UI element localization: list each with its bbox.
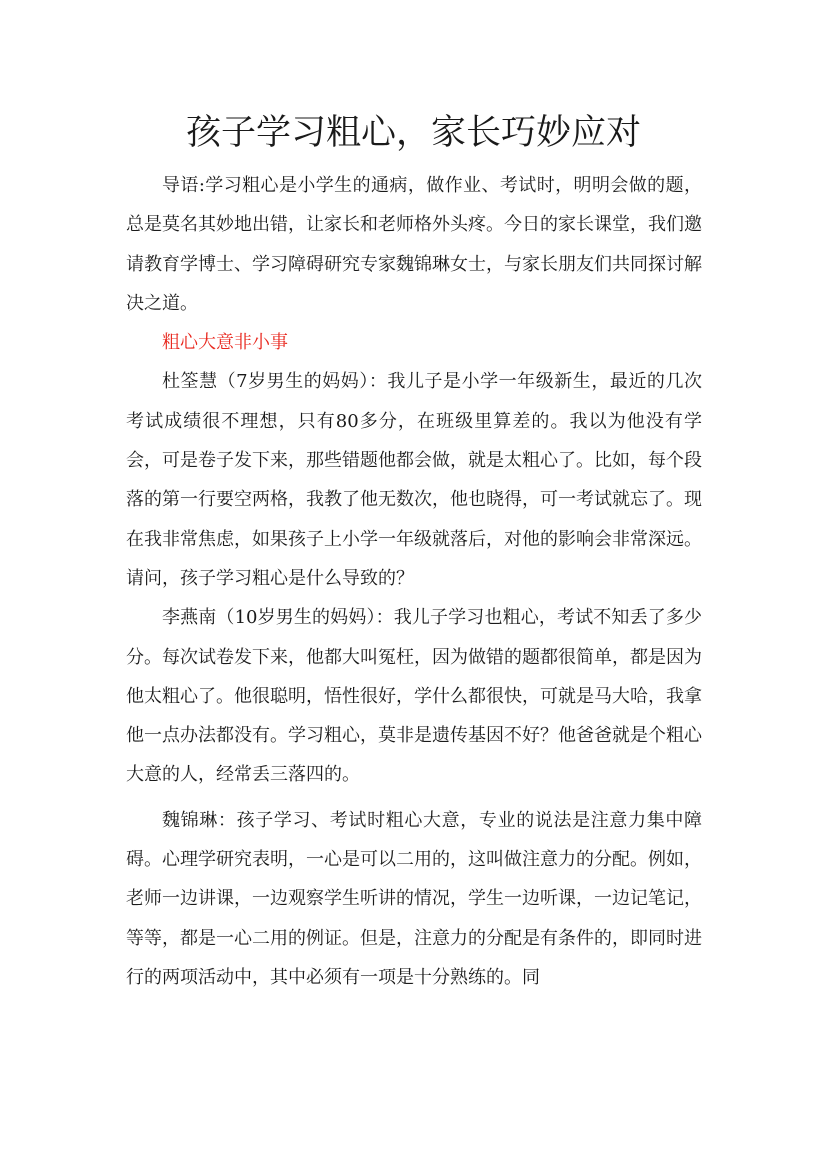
document-body bbox=[126, 166, 702, 997]
paragraph-du: 杜筌慧（7岁男生的妈妈）：我儿子是小学一年级新生，最近的几次考试成绩很不理想，只有80多分，在班级里算差的。我以为他没有学会，可是卷子发下来，那些错题他都会做，就是太粗心了。比如，每个段落的第一行要空两格，我教了他无数次，他也晓得，可一考试就忘了。现在我非常焦虑，如果孩子上小学一年级就落后，对他的影响会非常深远。请问，孩子学习粗心是什么导致的？ bbox=[126, 371, 702, 589]
intro-paragraph: 导语:学习粗心是小学生的通病，做作业、考试时，明明会做的题，总是莫名其妙地出错，让家长和老师格外头疼。今日的家长课堂，我们邀请教育学博士、学习障碍研究专家魏锦琳女士，与家长朋友们共同探讨解决之道。 bbox=[126, 175, 702, 314]
paragraph-wei: 魏锦琳：孩子学习、考试时粗心大意，专业的说法是注意力集中障碍。心理学研究表明，一心是可以二用的，这叫做注意力的分配。例如，老师一边讲课，一边观察学生听讲的情况，学生一边听课，一边记笔记，等等，都是一心二用的例证。但是，注意力的分配是有条件的，即同时进行的两项活动中，其中必须有一项是十分熟练的。同 bbox=[126, 809, 702, 988]
document-title: 孩子学习粗心，家长巧妙应对 bbox=[185, 113, 641, 153]
paragraph-li: 李燕南（10岁男生的妈妈）：我儿子学习也粗心，考试不知丢了多少分。每次试卷发下来，他都大叫冤枉，因为做错的题都很简单，都是因为他太粗心了。他很聪明，悟性很好，学什么都很快，可就是马大哈，我拿他一点办法都没有。学习粗心，莫非是遗传基因不好？他爸爸就是个粗心大意的人，经常丢三落四的。 bbox=[126, 607, 702, 786]
section-heading: 粗心大意非小事 bbox=[162, 332, 288, 354]
